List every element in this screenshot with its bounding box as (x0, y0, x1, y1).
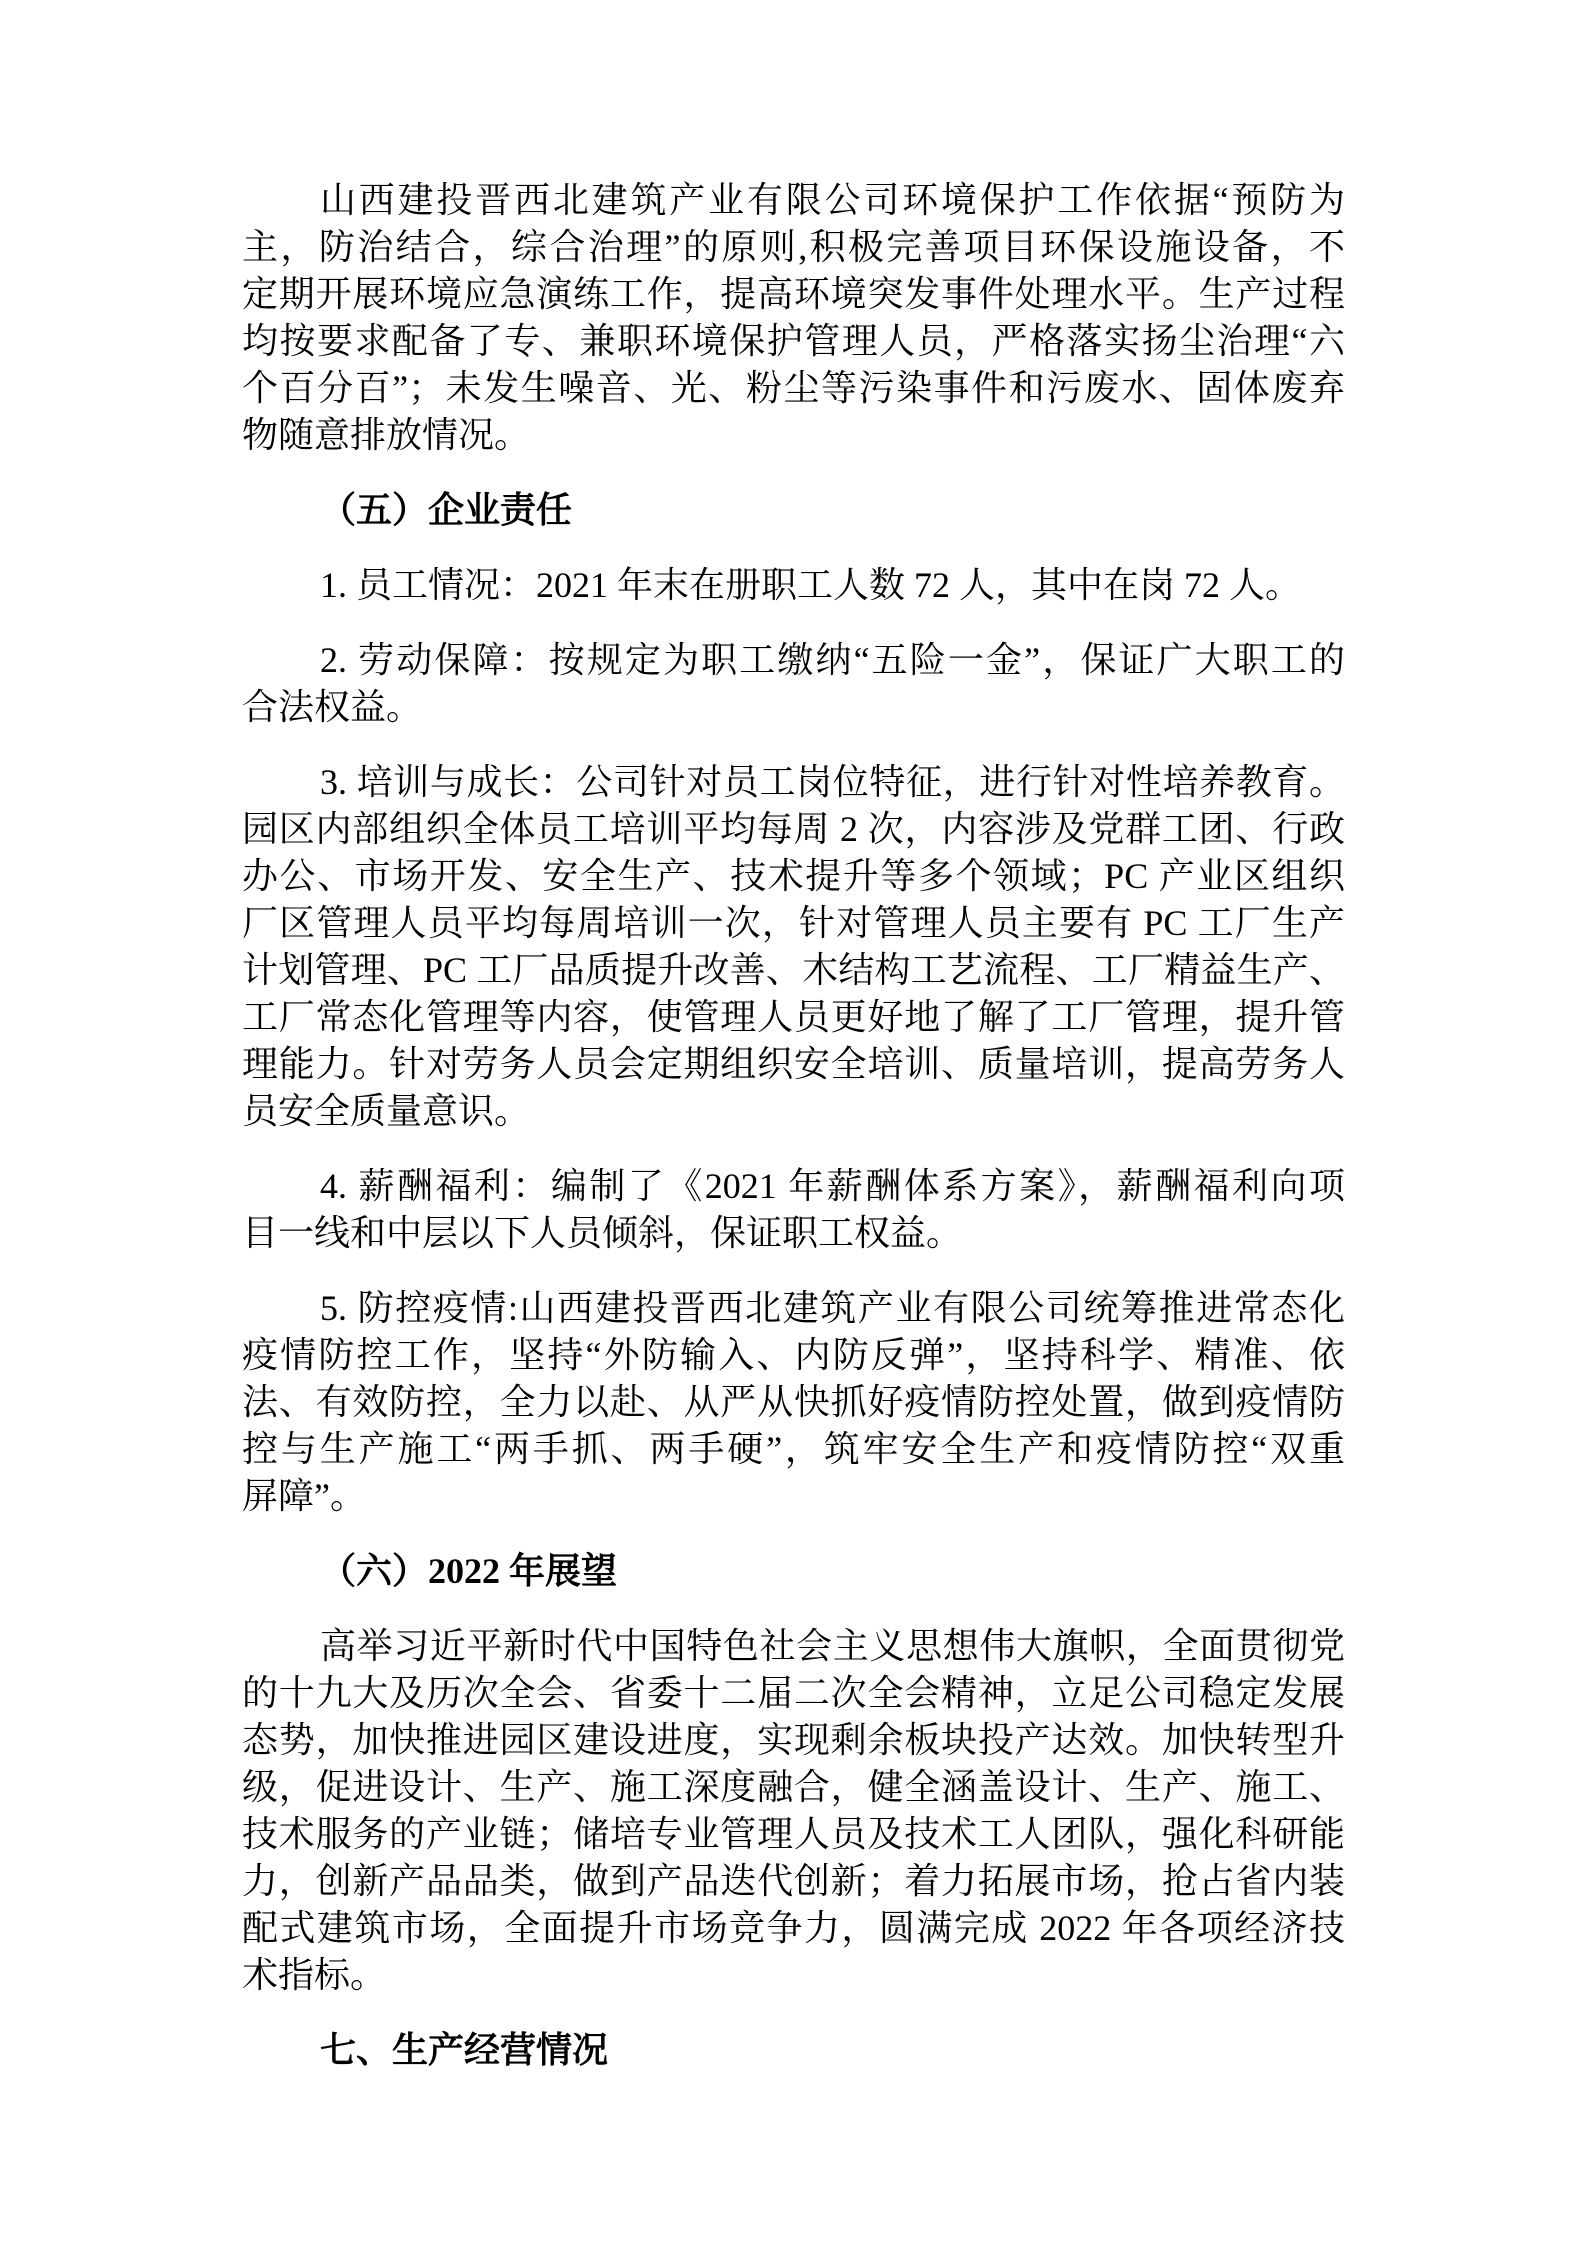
text-line: 目一线和中层以下人员倾斜，保证职工权益。 (242, 1213, 963, 1253)
text-line: 均按要求配备了专、兼职环境保护管理人员，严格落实扬尘治理“六 (242, 321, 1345, 361)
text-line: 定期开展环境应急演练工作，提高环境突发事件处理水平。生产过程 (242, 274, 1345, 314)
text-line: 园区内部组织全体员工培训平均每周 2 次，内容涉及党群工团、行政 (242, 809, 1345, 849)
text-line: 屏障”。 (242, 1476, 366, 1516)
text-line: 力，创新产品品类，做到产品迭代创新；着力拓展市场，抢占省内装 (242, 1861, 1345, 1901)
text-line: 高举习近平新时代中国特色社会主义思想伟大旗帜，全面贯彻党 (320, 1626, 1345, 1666)
text-line: 疫情防控工作，坚持“外防输入、内防反弹”，坚持科学、精准、依 (242, 1335, 1345, 1375)
text-line: 法、有效防控，全力以赴、从严从快抓好疫情防控处置，做到疫情防 (242, 1382, 1345, 1422)
text-line: 态势，加快推进园区建设进度，实现剩余板块投产达效。加快转型升 (242, 1720, 1345, 1760)
text-line: 合法权益。 (242, 687, 423, 727)
text-line: 的十九大及历次全会、省委十二届二次全会精神，立足公司稳定发展 (242, 1673, 1345, 1713)
paragraph (242, 1163, 1345, 1257)
document-content (242, 177, 1345, 2102)
paragraph (242, 562, 1345, 609)
text-line: 5. 防控疫情:山西建投晋西北建筑产业有限公司统筹推进常态化 (320, 1288, 1345, 1328)
text-line: 2. 劳动保障：按规定为职工缴纳“五险一金”，保证广大职工的 (320, 640, 1345, 680)
text-line: 术指标。 (242, 1955, 387, 1995)
text-line: （五）企业责任 (320, 490, 573, 530)
text-line: 办公、市场开发、安全生产、技术提升等多个领域；PC 产业区组织 (242, 856, 1345, 896)
paragraph (242, 177, 1345, 459)
text-line: 理能力。针对劳务人员会定期组织安全培训、质量培训，提高劳务人 (242, 1044, 1345, 1084)
text-line: 主，防治结合，综合治理”的原则,积极完善项目环保设施设备，不 (242, 227, 1345, 267)
text-line: 个百分百”；未发生噪音、光、粉尘等污染事件和污废水、固体废弃 (242, 368, 1345, 408)
text-line: 控与生产施工“两手抓、两手硬”，筑牢安全生产和疫情防控“双重 (242, 1429, 1345, 1469)
text-line: 计划管理、PC 工厂品质提升改善、木结构工艺流程、工厂精益生产、 (242, 950, 1345, 990)
text-line: 1. 员工情况：2021 年末在册职工人数 72 人，其中在岗 72 人。 (320, 565, 1302, 605)
paragraph (242, 759, 1345, 1135)
paragraph (242, 637, 1345, 731)
text-line: 工厂常态化管理等内容，使管理人员更好地了解了工厂管理，提升管 (242, 997, 1345, 1037)
text-line: （六）2022 年展望 (320, 1551, 618, 1591)
paragraph (242, 1623, 1345, 1999)
section-heading (242, 2027, 1345, 2074)
text-line: 员安全质量意识。 (242, 1091, 531, 1131)
text-line: 技术服务的产业链；储培专业管理人员及技术工人团队，强化科研能 (242, 1814, 1345, 1854)
text-line: 3. 培训与成长：公司针对员工岗位特征，进行针对性培养教育。 (320, 762, 1345, 802)
section-heading (242, 1548, 1345, 1595)
text-line: 物随意排放情况。 (242, 415, 531, 455)
section-heading (242, 487, 1345, 534)
text-line: 七、生产经营情况 (320, 2030, 609, 2070)
text-line: 厂区管理人员平均每周培训一次，针对管理人员主要有 PC 工厂生产 (242, 903, 1345, 943)
text-line: 山西建投晋西北建筑产业有限公司环境保护工作依据“预防为 (320, 180, 1345, 220)
text-line: 级，促进设计、生产、施工深度融合，健全涵盖设计、生产、施工、 (242, 1767, 1345, 1807)
text-line: 4. 薪酬福利：编制了《2021 年薪酬体系方案》，薪酬福利向项 (320, 1166, 1345, 1206)
paragraph (242, 1285, 1345, 1520)
text-line: 配式建筑市场，全面提升市场竞争力，圆满完成 2022 年各项经济技 (242, 1908, 1345, 1948)
